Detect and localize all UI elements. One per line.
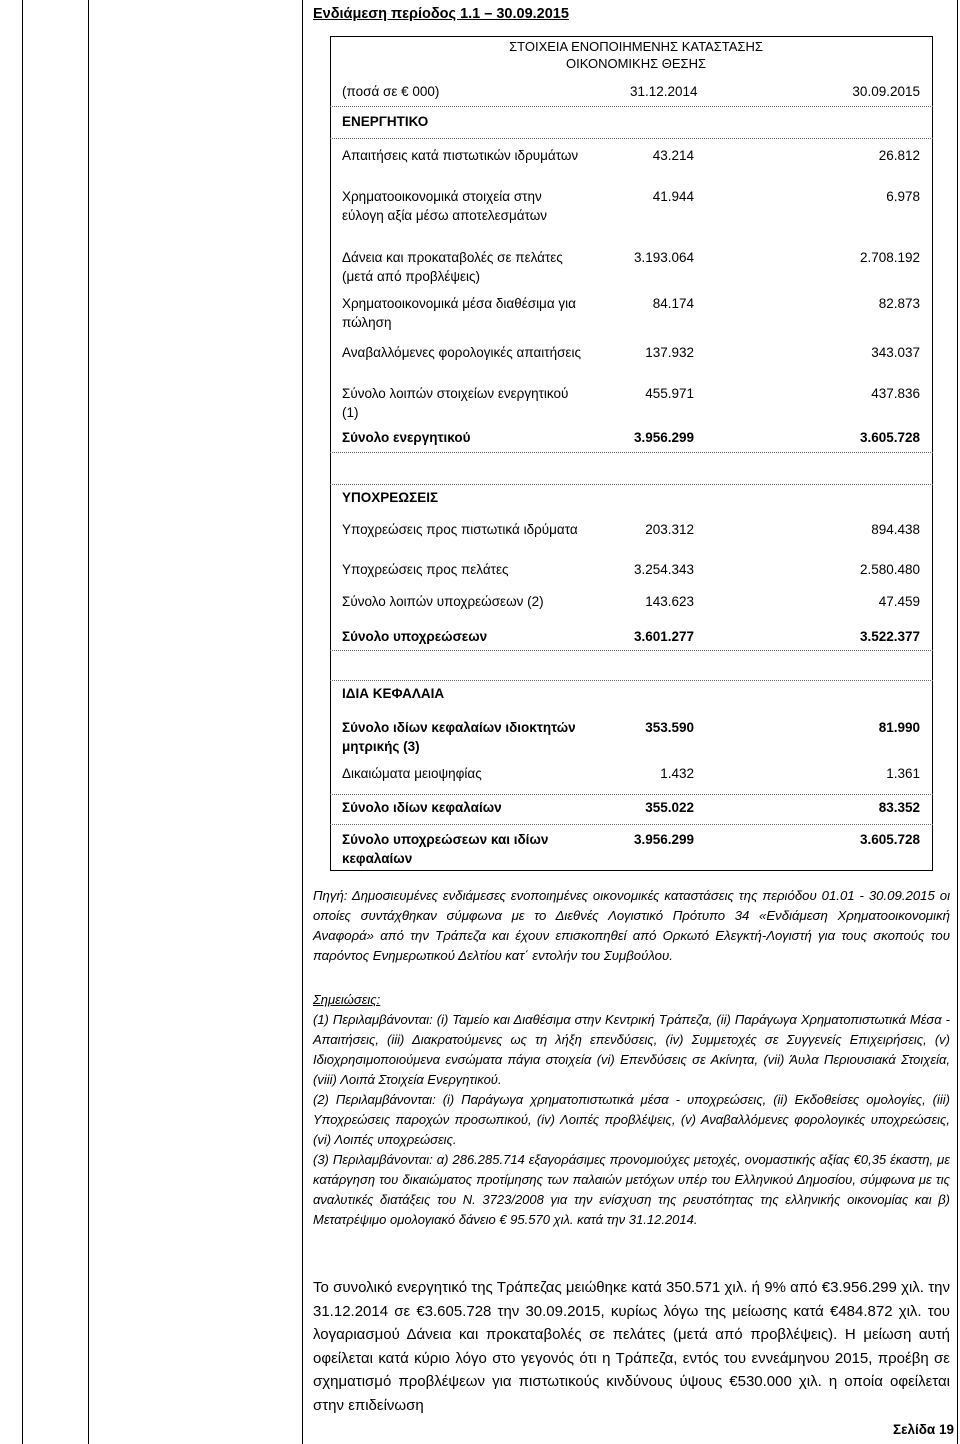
value-2015: 6.978 bbox=[886, 189, 920, 204]
note-2: (2) Περιλαμβάνονται: (i) Παράγωγα χρηματοπιστωτικά μέσα - υποχρεώσεις, (ii) Εκδοθείσες ομολογίες, (iii) Υποχρεώσεις παροχών προσωπικού, (iv) Λοιπές προβλέψεις, (v) Αναβαλλόμενες φορολογικές υποχρεώσεις, (vi) Λοιπές υποχρεώσεις. bbox=[313, 1092, 950, 1147]
row-label: Σύνολο ιδίων κεφαλαίων bbox=[342, 800, 502, 815]
value-2014: 84.174 bbox=[652, 296, 694, 311]
row-divider bbox=[330, 650, 933, 651]
row-label: Χρηματοοικονομικά στοιχεία στην εύλογη αξία μέσω αποτελεσμάτων bbox=[342, 189, 547, 223]
notes-block bbox=[313, 990, 950, 1230]
value-2015: 81.990 bbox=[878, 720, 920, 735]
column-header-2014: 31.12.2014 bbox=[630, 84, 698, 99]
row-label: Σύνολο υποχρεώσεων και ιδίων κεφαλαίων bbox=[342, 832, 549, 866]
value-2015: 3.522.377 bbox=[859, 629, 920, 644]
row-label: Δικαιώματα μειοψηφίας bbox=[342, 766, 482, 781]
value-2015: 894.438 bbox=[871, 522, 920, 537]
value-2015: 437.836 bbox=[871, 386, 920, 401]
note-3: (3) Περιλαμβάνονται: α) 286.285.714 εξαγοράσιμες προνομιούχες μετοχές, ονομαστικής αξίας €0,35 έκαστη, με κατάργηση του δικαιώματος προτίμησης των παλαιών μετόχων υπέρ του Ελληνικού Δημοσίου, σύμφωνα με τις αναλυτικές διατάξεις του Ν. 3723/2008 για την ενίσχυση της ρευστότητας της ελληνικής οικονομίας και β) Μετατρέψιμο ομολογιακό δάνειο € 95.570 χιλ. κατά την 31.12.2014. bbox=[313, 1152, 950, 1227]
row-label: Χρηματοοικονομικά μέσα διαθέσιμα για πώληση bbox=[342, 296, 576, 330]
row-label: Σύνολο ιδίων κεφαλαίων ιδιοκτητών μητρικής (3) bbox=[342, 720, 576, 754]
row-divider bbox=[330, 106, 933, 107]
row-label: Απαιτήσεις κατά πιστωτικών ιδρυμάτων bbox=[342, 148, 579, 163]
value-2014: 455.971 bbox=[645, 386, 694, 401]
section-title: Ενδιάμεση περίοδος 1.1 – 30.09.2015 bbox=[313, 6, 569, 22]
value-2015: 2.580.480 bbox=[859, 562, 920, 577]
source-note: Πηγή: Δημοσιευμένες ενδιάμεσες ενοποιημένες οικονομικές καταστάσεις της περιόδου 01.01 - 30.09.2015 οι οποίες συντάχθηκαν σύμφωνα με το Διεθνές Λογιστικό Πρότυπο 34 «Ενδιάμεση Χρηματοοικονομική Αναφορά» από την Τράπεζα και έχουν επισκοπηθεί από Ορκωτό Ελεγκτή-Λογιστή για τους σκοπούς του παρόντος Ενημερωτικού Δελτίου κατ΄ εντολήν του Συμβούλου. bbox=[313, 888, 950, 963]
row-divider bbox=[330, 484, 933, 485]
table-border bbox=[932, 36, 933, 870]
value-2014: 203.312 bbox=[645, 522, 694, 537]
statement-title bbox=[340, 38, 932, 72]
liabilities-heading: ΥΠΟΧΡΕΩΣΕΙΣ bbox=[342, 490, 439, 505]
row-label: Αναβαλλόμενες φορολογικές απαιτήσεις bbox=[342, 345, 581, 360]
value-2014: 137.932 bbox=[645, 345, 694, 360]
row-label: Υποχρεώσεις προς πελάτες bbox=[342, 562, 509, 577]
row-label: Δάνεια και προκαταβολές σε πελάτες (μετά από προβλέψεις) bbox=[342, 250, 563, 284]
row-label: Σύνολο υποχρεώσεων bbox=[342, 629, 488, 644]
equity-heading: ΙΔΙΑ ΚΕΦΑΛΑΙΑ bbox=[342, 686, 445, 701]
value-2015: 26.812 bbox=[878, 148, 920, 163]
page-frame-line bbox=[88, 0, 89, 1444]
row-divider bbox=[330, 824, 933, 825]
row-label: Σύνολο λοιπών υποχρεώσεων (2) bbox=[342, 594, 544, 609]
table-border bbox=[330, 36, 331, 870]
value-2014: 3.193.064 bbox=[633, 250, 694, 265]
row-divider bbox=[330, 794, 933, 795]
value-2015: 1.361 bbox=[886, 766, 920, 781]
row-label: Σύνολο λοιπών στοιχείων ενεργητικού (1) bbox=[342, 386, 569, 420]
unit-label: (ποσά σε € 000) bbox=[342, 84, 440, 99]
value-2014: 41.944 bbox=[652, 189, 694, 204]
row-label: Υποχρεώσεις προς πιστωτικά ιδρύματα bbox=[342, 522, 578, 537]
value-2014: 3.956.299 bbox=[633, 430, 694, 445]
statement-title-line1: ΣΤΟΙΧΕΙΑ ΕΝΟΠΟΙΗΜΕΝΗΣ ΚΑΤΑΣΤΑΣΗΣ bbox=[509, 39, 763, 54]
assets-heading: ΕΝΕΡΓΗΤΙΚΟ bbox=[342, 114, 429, 129]
column-header-2015: 30.09.2015 bbox=[852, 84, 920, 99]
value-2015: 82.873 bbox=[878, 296, 920, 311]
body-paragraph: Το συνολικό ενεργητικό της Τράπεζας μειώθηκε κατά 350.571 χιλ. ή 9% από €3.956.299 χιλ. την 31.12.2014 σε €3.605.728 την 30.09.2015, κυρίως λόγω της μείωσης κατά €484.872 χιλ. του λογαριασμού Δάνεια και προκαταβολές σε πελάτες (μετά από προβλέψεις). Η μείωση αυτή οφείλεται κατά κύριο λόγο στο γεγονός ότι η Τράπεζα, εντός του εννεάμηνου 2015, προέβη σε σχηματισμό προβλέψεων για πιστωτικούς κινδύνους ύψους €530.000 χιλ. η οποία οφείλεται στην επιδείνωση bbox=[313, 1279, 950, 1414]
value-2015: 3.605.728 bbox=[859, 832, 920, 847]
table-border bbox=[330, 870, 933, 871]
table-border bbox=[330, 36, 933, 37]
value-2014: 143.623 bbox=[645, 594, 694, 609]
row-divider bbox=[330, 680, 933, 681]
page-frame-line bbox=[22, 0, 23, 1444]
row-divider bbox=[330, 452, 933, 453]
value-2014: 3.956.299 bbox=[633, 832, 694, 847]
value-2014: 3.601.277 bbox=[633, 629, 694, 644]
page-frame-line bbox=[957, 0, 958, 1444]
value-2015: 3.605.728 bbox=[859, 430, 920, 445]
value-2015: 83.352 bbox=[878, 800, 920, 815]
value-2014: 3.254.343 bbox=[633, 562, 694, 577]
value-2015: 2.708.192 bbox=[859, 250, 920, 265]
row-divider bbox=[330, 138, 933, 139]
page-number: Σελίδα 19 bbox=[892, 1422, 954, 1437]
page-frame-line bbox=[302, 0, 303, 1444]
notes-title: Σημειώσεις: bbox=[313, 992, 381, 1007]
value-2014: 1.432 bbox=[660, 766, 694, 781]
value-2014: 353.590 bbox=[645, 720, 694, 735]
note-1: (1) Περιλαμβάνονται: (i) Ταμείο και Διαθέσιμα στην Κεντρική Τράπεζα, (ii) Παράγωγα Χρηματοπιστωτικά Μέσα - Απαιτήσεις, (iii) Διακρατούμενες ως τη λήξη επενδύσεις, (iv) Συμμετοχές σε Συγγενείς Επιχειρήσεις, (v) Ιδιοχρησιμοποιούμενα ενσώματα πάγια στοιχεία (vi) Επενδύσεις σε Ακίνητα, (vii) Άυλα Περιουσιακά Στοιχεία, (viii) Λοιπά Στοιχεία Ενεργητικού. bbox=[313, 1012, 950, 1087]
value-2015: 47.459 bbox=[878, 594, 920, 609]
value-2014: 355.022 bbox=[645, 800, 694, 815]
value-2014: 43.214 bbox=[652, 148, 694, 163]
value-2015: 343.037 bbox=[871, 345, 920, 360]
row-label: Σύνολο ενεργητικού bbox=[342, 430, 471, 445]
statement-title-line2: ΟΙΚΟΝΟΜΙΚΗΣ ΘΕΣΗΣ bbox=[566, 56, 706, 71]
